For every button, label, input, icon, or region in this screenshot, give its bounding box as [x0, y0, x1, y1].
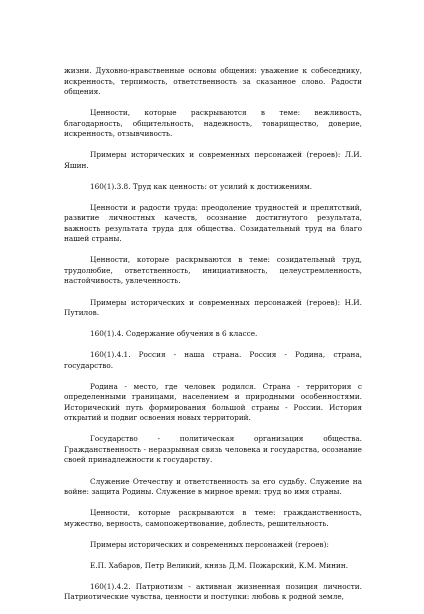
paragraph-heroes-list: Е.П. Хабаров, Петр Великий, князь Д.М. Пожарский, К.М. Минин.	[90, 560, 349, 570]
document-body	[64, 66, 362, 614]
section-heading-3-8: 160(1).3.8. Труд как ценность: от усилий к достижениям.	[90, 181, 313, 191]
paragraph-continuation: жизни. Духовно-нравственные основы общения: уважение к собеседнику, искренность, терпимость, ответственность за сказанное слово. Радости общения.	[64, 66, 362, 96]
paragraph-service: Служение Отечеству и ответственность за его судьбу. Служение на войне: защита Родины. Служение в мирное время: труд во имя страны.	[64, 476, 362, 497]
paragraph-values-communication: Ценности, которые раскрываются в теме: вежливость, благодарность, общительность, надежность, товарищество, доверие, искренность, отзывчивость.	[64, 108, 362, 139]
section-heading-4: 160(1).4. Содержание обучения в 6 классе.	[90, 329, 258, 339]
paragraph-labor-joys: Ценности и радости труда: преодоление трудностей и препятствий, развитие личностных качеств, осознание достигнутого результата, важность результата труда для общества. Созидательный труд на благо нашей страны.	[64, 202, 362, 244]
paragraph-heroes-putilov: Примеры исторических и современных персонажей (героев): Н.И. Путилов.	[64, 297, 362, 318]
section-heading-4-1: 160(1).4.1. Россия - наша страна. Россия - Родина, страна, государство.	[64, 350, 362, 370]
paragraph-values-citizenship: Ценности, которые раскрываются в теме: гражданственность, мужество, верность, самопожертвование, доблесть, решительность.	[64, 508, 362, 528]
paragraph-values-labor: Ценности, которые раскрываются в теме: созидательный труд, трудолюбие, ответственность, инициативность, целеустремленность, настойчивость, увлеченность.	[64, 255, 362, 286]
paragraph-state: Государство - политическая организация общества. Гражданственность - неразрывная связь человека и государства, осознание своей принадлежности к государству.	[64, 434, 362, 465]
paragraph-motherland: Родина - место, где человек родился. Страна - территория с определенными границами, населением и природными особенностями. Исторический путь формирования большой страны - России. История открытий и подвиг освоения новых территорий.	[64, 381, 362, 423]
section-heading-4-2: 160(1).4.2. Патриотизм - активная жизненная позиция личности. Патриотические чувства, ценности и поступки: любовь к родной земле,	[64, 581, 362, 602]
paragraph-heroes-intro: Примеры исторических и современных персонажей (героев):	[90, 539, 329, 549]
paragraph-heroes-yashin: Примеры исторических и современных персонажей (героев): Л.И. Яшин.	[64, 150, 362, 170]
